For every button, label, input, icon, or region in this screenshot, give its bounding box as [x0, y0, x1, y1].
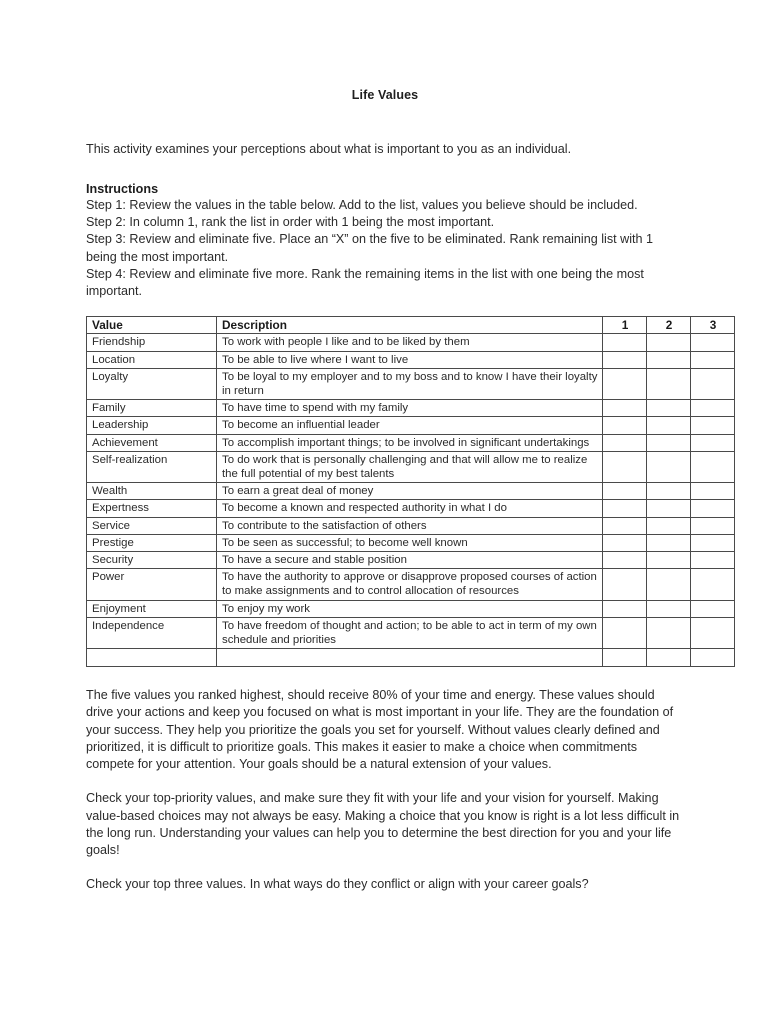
- cell-rank-1[interactable]: [603, 500, 647, 517]
- cell-rank-1[interactable]: [603, 569, 647, 600]
- values-table-header: [87, 317, 735, 334]
- table-row: [87, 400, 735, 417]
- cell-description: To become a known and respected authority in what I do: [217, 500, 603, 517]
- intro-paragraph: This activity examines your perceptions about what is important to you as an individual.: [86, 142, 572, 156]
- cell-value: Loyalty: [87, 368, 217, 399]
- table-row: [87, 617, 735, 648]
- cell-value: Security: [87, 552, 217, 569]
- table-row-blank: [87, 649, 735, 667]
- cell-description: To have freedom of thought and action; to be able to act in term of my own schedule and priorities: [217, 617, 603, 648]
- cell-rank-1[interactable]: [603, 617, 647, 648]
- closing-paragraph: Check your top three values. In what ways do they conflict or align with your career goals?: [86, 877, 589, 892]
- cell-rank-2[interactable]: [647, 483, 691, 500]
- cell-rank-3[interactable]: [691, 649, 735, 667]
- values-table-body: [87, 334, 735, 667]
- closing-paragraph: Check your top-priority values, and make sure they fit with your life and your vision for yourself. Making value-based choices may not always be easy. Making a choice that you know is right is a lot less difficult in the long run. Understanding your values can help you to determine the best direction for you and your life goals!: [86, 791, 680, 857]
- cell-rank-3[interactable]: [691, 351, 735, 368]
- cell-description: To accomplish important things; to be involved in significant undertakings: [217, 434, 603, 451]
- cell-rank-2[interactable]: [647, 368, 691, 399]
- cell-rank-1[interactable]: [603, 517, 647, 534]
- cell-description: To do work that is personally challenging and that will allow me to realize the full potential of my best talents: [217, 451, 603, 482]
- cell-rank-2[interactable]: [647, 600, 691, 617]
- table-row: [87, 434, 735, 451]
- instruction-step: Step 1: Review the values in the table below. Add to the list, values you believe should be included.: [86, 198, 638, 212]
- instructions-steps: [86, 197, 684, 300]
- cell-rank-1[interactable]: [603, 400, 647, 417]
- cell-rank-1[interactable]: [603, 351, 647, 368]
- cell-rank-2[interactable]: [647, 534, 691, 551]
- cell-rank-2[interactable]: [647, 552, 691, 569]
- table-row: [87, 483, 735, 500]
- cell-rank-2[interactable]: [647, 400, 691, 417]
- cell-rank-1[interactable]: [603, 552, 647, 569]
- cell-rank-2[interactable]: [647, 617, 691, 648]
- values-table: [86, 316, 735, 667]
- cell-value: [87, 649, 217, 667]
- cell-rank-3[interactable]: [691, 552, 735, 569]
- cell-rank-2[interactable]: [647, 649, 691, 667]
- cell-rank-2[interactable]: [647, 451, 691, 482]
- table-row: [87, 517, 735, 534]
- closing-paragraphs: [86, 687, 684, 893]
- document-content: [86, 88, 717, 893]
- cell-description: To become an influential leader: [217, 417, 603, 434]
- table-row: [87, 552, 735, 569]
- cell-rank-3[interactable]: [691, 368, 735, 399]
- instruction-step: Step 3: Review and eliminate five. Place an “X” on the five to be eliminated. Rank remaining list with 1 being the most important.: [86, 232, 654, 264]
- cell-rank-1[interactable]: [603, 483, 647, 500]
- cell-value: Prestige: [87, 534, 217, 551]
- instructions-heading: Instructions: [86, 182, 159, 196]
- cell-description: To be seen as successful; to become well known: [217, 534, 603, 551]
- cell-value: Wealth: [87, 483, 217, 500]
- closing-paragraph: The five values you ranked highest, should receive 80% of your time and energy. These values should drive your actions and keep you focused on what is most important in your life. They are the foundation of your success. They help you prioritize the goals you set for yourself. Without values clearly defined and prioritized, it is difficult to prioritize goals. This makes it easier to make a choice when commitments compete for your attention. Your goals should be a natural extension of your values.: [86, 688, 674, 772]
- table-header-row: [87, 317, 735, 334]
- cell-value: Location: [87, 351, 217, 368]
- cell-rank-3[interactable]: [691, 334, 735, 351]
- cell-rank-1[interactable]: [603, 600, 647, 617]
- column-header-rank-1: 1: [603, 317, 647, 334]
- column-header-value: Value: [87, 317, 217, 334]
- cell-description: To earn a great deal of money: [217, 483, 603, 500]
- table-row: [87, 417, 735, 434]
- cell-rank-3[interactable]: [691, 517, 735, 534]
- cell-value: Friendship: [87, 334, 217, 351]
- cell-value: Leadership: [87, 417, 217, 434]
- table-row: [87, 500, 735, 517]
- table-row: [87, 334, 735, 351]
- cell-rank-1[interactable]: [603, 534, 647, 551]
- table-row: [87, 368, 735, 399]
- values-table-container: [86, 316, 717, 667]
- cell-rank-1[interactable]: [603, 368, 647, 399]
- cell-description: To be able to live where I want to live: [217, 351, 603, 368]
- cell-rank-2[interactable]: [647, 351, 691, 368]
- table-row: [87, 600, 735, 617]
- cell-description: To be loyal to my employer and to my boss and to know I have their loyalty in return: [217, 368, 603, 399]
- instruction-step: Step 2: In column 1, rank the list in order with 1 being the most important.: [86, 215, 495, 230]
- column-header-description: Description: [217, 317, 603, 334]
- table-row: [87, 569, 735, 600]
- cell-value: Power: [87, 569, 217, 600]
- cell-value: Achievement: [87, 434, 217, 451]
- cell-description: To have the authority to approve or disapprove proposed courses of action to make assignments and to control allocation of resources: [217, 569, 603, 600]
- cell-rank-2[interactable]: [647, 434, 691, 451]
- cell-description: To work with people I like and to be liked by them: [217, 334, 603, 351]
- table-row: [87, 351, 735, 368]
- cell-rank-1[interactable]: [603, 434, 647, 451]
- cell-value: Expertness: [87, 500, 217, 517]
- table-row: [87, 451, 735, 482]
- cell-description: [217, 649, 603, 667]
- cell-rank-3[interactable]: [691, 569, 735, 600]
- cell-rank-1[interactable]: [603, 417, 647, 434]
- cell-rank-2[interactable]: [647, 417, 691, 434]
- column-header-rank-2: 2: [647, 317, 691, 334]
- cell-rank-3[interactable]: [691, 600, 735, 617]
- table-row: [87, 534, 735, 551]
- cell-rank-3[interactable]: [691, 483, 735, 500]
- instruction-step: Step 4: Review and eliminate five more. Rank the remaining items in the list with one being the most important.: [86, 266, 644, 299]
- cell-rank-1[interactable]: [603, 451, 647, 482]
- cell-value: Self-realization: [87, 451, 217, 482]
- cell-rank-3[interactable]: [691, 617, 735, 648]
- cell-rank-1[interactable]: [603, 334, 647, 351]
- cell-description: To have time to spend with my family: [217, 400, 603, 417]
- cell-rank-3[interactable]: [691, 417, 735, 434]
- cell-description: To have a secure and stable position: [217, 552, 603, 569]
- cell-rank-3[interactable]: [691, 451, 735, 482]
- cell-value: Family: [87, 400, 217, 417]
- cell-rank-2[interactable]: [647, 569, 691, 600]
- cell-description: To contribute to the satisfaction of others: [217, 517, 603, 534]
- page-title: Life Values: [351, 88, 419, 102]
- cell-rank-3[interactable]: [691, 534, 735, 551]
- cell-rank-3[interactable]: [691, 434, 735, 451]
- cell-value: Service: [87, 517, 217, 534]
- cell-value: Independence: [87, 617, 217, 648]
- cell-value: Enjoyment: [87, 600, 217, 617]
- cell-rank-2[interactable]: [647, 500, 691, 517]
- cell-rank-3[interactable]: [691, 500, 735, 517]
- cell-rank-2[interactable]: [647, 334, 691, 351]
- cell-rank-2[interactable]: [647, 517, 691, 534]
- cell-rank-1[interactable]: [603, 649, 647, 667]
- cell-rank-3[interactable]: [691, 400, 735, 417]
- column-header-rank-3: 3: [691, 317, 735, 334]
- cell-description: To enjoy my work: [217, 600, 603, 617]
